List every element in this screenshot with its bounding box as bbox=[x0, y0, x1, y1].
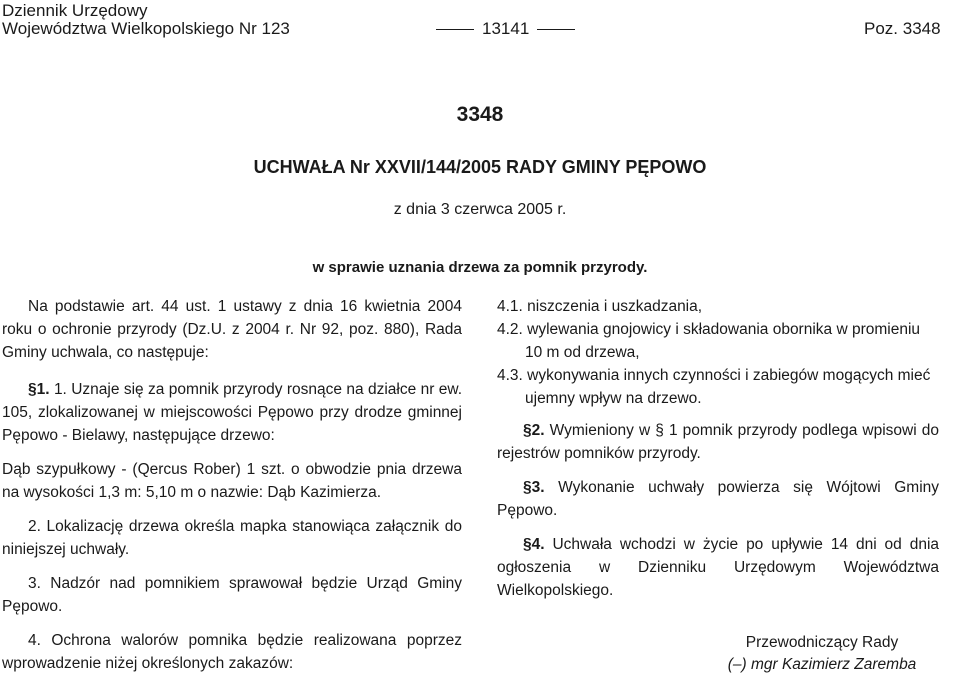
section-2-label: §2. bbox=[523, 422, 545, 439]
point-4: 4. Ochrona walorów pomnika będzie realizowana poprzez wprowadzenie niżej określonych zakazów: bbox=[2, 632, 462, 672]
right-column bbox=[497, 295, 939, 602]
section-4-paragraph bbox=[497, 533, 939, 602]
prohibition-4-2: 4.2. wylewania gnojowicy i składowania obornika w promieniu 10 m od drzewa, bbox=[497, 321, 921, 361]
point-3: 3. Nadzór nad pomnikiem sprawował będzie Urząd Gminy Pępowo. bbox=[2, 575, 462, 615]
signature-block bbox=[680, 632, 960, 676]
section-4-text: Uchwała wchodzi w życie po upływie 14 dni od dnia ogłoszenia w Dzienniku Urzędowym Województwa Wielkopolskiego. bbox=[497, 536, 940, 599]
signature-name: (–) mgr Kazimierz Zaremba bbox=[727, 656, 917, 673]
section-3-text: Wykonanie uchwały powierza się Wójtowi Gminy Pępowo. bbox=[497, 479, 940, 519]
section-3-label: §3. bbox=[523, 479, 545, 496]
position-label: Poz. 3348 bbox=[864, 19, 941, 38]
section-2-paragraph bbox=[497, 419, 939, 465]
section-3-paragraph bbox=[497, 476, 939, 522]
section-1-text: 1. Uznaje się za pomnik przyrody rosnące na działce nr ew. 105, zlokalizowanej w miejscowości Pępowo przy drodze gminnej Pępowo - Bielawy, następujące drzewo: bbox=[2, 381, 462, 444]
point-2: 2. Lokalizację drzewa określa mapka stanowiąca załącznik do niniejszej uchwały. bbox=[2, 518, 462, 558]
intro-paragraph: Na podstawie art. 44 ust. 1 ustawy z dnia 16 kwietnia 2004 roku o ochronie przyrody (Dz.U. z 2004 r. Nr 92, poz. 880), Rada Gminy uchwala, co następuje: bbox=[2, 298, 462, 361]
tree-description: Dąb szypułkowy - (Qercus Rober) 1 szt. o obwodzie pnia drzewa na wysokości 1,3 m: 5,10 m o nazwie: Dąb Kazimierza. bbox=[2, 461, 462, 501]
document-number: 3348 bbox=[456, 103, 504, 126]
left-column bbox=[2, 295, 462, 675]
section-1-label: §1. bbox=[28, 381, 50, 398]
journal-title-line2: Województwa Wielkopolskiego Nr 123 bbox=[2, 19, 290, 38]
prohibition-4-1: 4.1. niszczenia i uszkadzania, bbox=[497, 298, 703, 315]
page-number bbox=[436, 19, 575, 39]
document-subject: w sprawie uznania drzewa za pomnik przyrody. bbox=[312, 259, 648, 276]
document-date: z dnia 3 czerwca 2005 r. bbox=[393, 201, 567, 218]
section-1-paragraph bbox=[2, 378, 462, 447]
journal-title-line1: Dziennik Urzędowy bbox=[2, 1, 148, 20]
page-number-value: 13141 bbox=[482, 19, 530, 38]
prohibition-4-3: 4.3. wykonywania innych czynności i zabiegów mogących mieć ujemny wpływ na drzewo. bbox=[497, 367, 931, 407]
section-2-text: Wymieniony w § 1 pomnik przyrody podlega wpisowi do rejestrów pomników przyrody. bbox=[497, 422, 939, 462]
dash-right bbox=[537, 29, 575, 30]
document-title: UCHWAŁA Nr XXVII/144/2005 RADY GMINY PĘPOWO bbox=[253, 157, 707, 177]
section-4-label: §4. bbox=[523, 536, 545, 553]
dash-left bbox=[436, 29, 474, 30]
signature-role: Przewodniczący Rady bbox=[745, 634, 899, 651]
